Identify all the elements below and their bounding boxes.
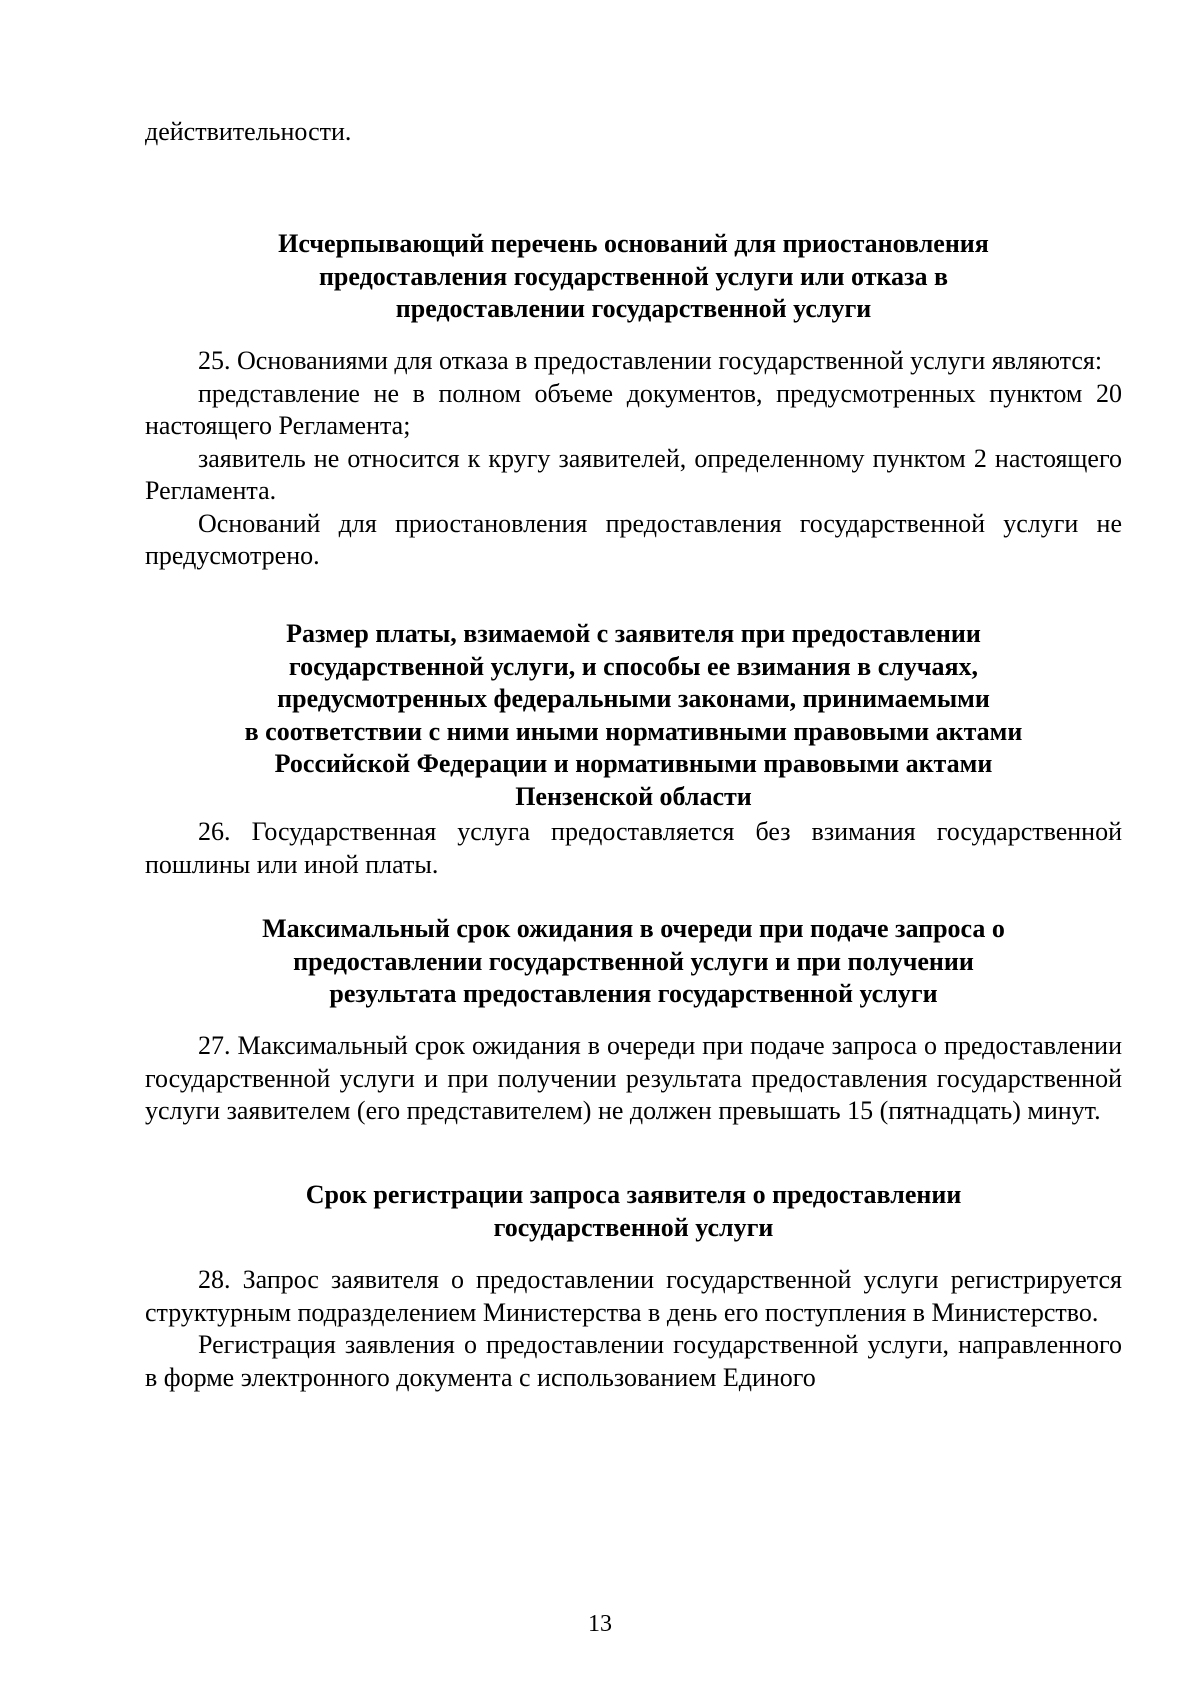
heading-line: Пензенской области [515,781,752,811]
paragraph: Регистрация заявления о предоставлении государственной услуги, направленного в форме электронного документа с использованием Единого [145,1330,1122,1392]
heading-line: предоставлении государственной услуги [395,294,872,323]
paragraph-27: 27. Максимальный срок ожидания в очереди при подаче запроса о предоставлении государственной услуги и при получении результата предоставления государственной услуги заявителем (его представителем) не должен превышать 15 (пятнадцать) минут. [145,1031,1122,1125]
continuation-block [145,116,1122,149]
paragraph: представление не в полном объеме документов, предусмотренных пунктом 20 настоящего Регламента; [145,378,1122,440]
paragraph: заявитель не относится к кругу заявителей, определенному пунктом 2 настоящего Регламента. [145,443,1122,505]
heading-line: предоставлении государственной услуги и при получении [293,946,974,976]
paragraph-28: 28. Запрос заявителя о предоставлении государственной услуги регистрируется структурным подразделением Министерства в день его поступления в Министерство. [145,1265,1122,1327]
section-heading-registration [145,1179,1122,1244]
paragraph: Оснований для приостановления предоставления государственной услуги не предусмотрено. [145,508,1122,570]
heading-line: государственной услуги [493,1212,774,1242]
continuation-text: действительности. [145,117,352,146]
section-body-fee [145,816,1122,881]
page-number: 13 [588,1611,612,1637]
heading-line: результата предоставления государственной услуги [329,979,938,1008]
section-heading-fee [145,618,1122,813]
paragraph-25: 25. Основаниями для отказа в предоставлении государственной услуги являются: [198,346,1103,375]
section-body-grounds-refusal [145,345,1122,573]
paragraph-26: 26. Государственная услуга предоставляется без взимания государственной пошлины или иной платы. [145,817,1122,879]
section-body-queue-time [145,1030,1122,1128]
heading-line: предусмотренных федеральными законами, принимаемыми [277,684,990,713]
heading-line: Срок регистрации запроса заявителя о предоставлении [305,1180,962,1209]
heading-line: в соответствии с ними иными нормативными правовыми актами [244,716,1023,746]
heading-line: Российской Федерации и нормативными правовыми актами [274,749,993,778]
section-body-registration [145,1264,1122,1394]
heading-line: Исчерпывающий перечень оснований для приостановления [278,229,989,258]
heading-line: предоставления государственной услуги или отказа в [318,261,949,291]
heading-line: государственной услуги, и способы ее взимания в случаях, [288,651,979,681]
heading-line: Размер платы, взимаемой с заявителя при предоставлении [286,619,981,648]
section-heading-queue-time [145,913,1122,1011]
section-heading-grounds-refusal [145,228,1122,326]
heading-line: Максимальный срок ожидания в очереди при подаче запроса о [262,914,1005,943]
